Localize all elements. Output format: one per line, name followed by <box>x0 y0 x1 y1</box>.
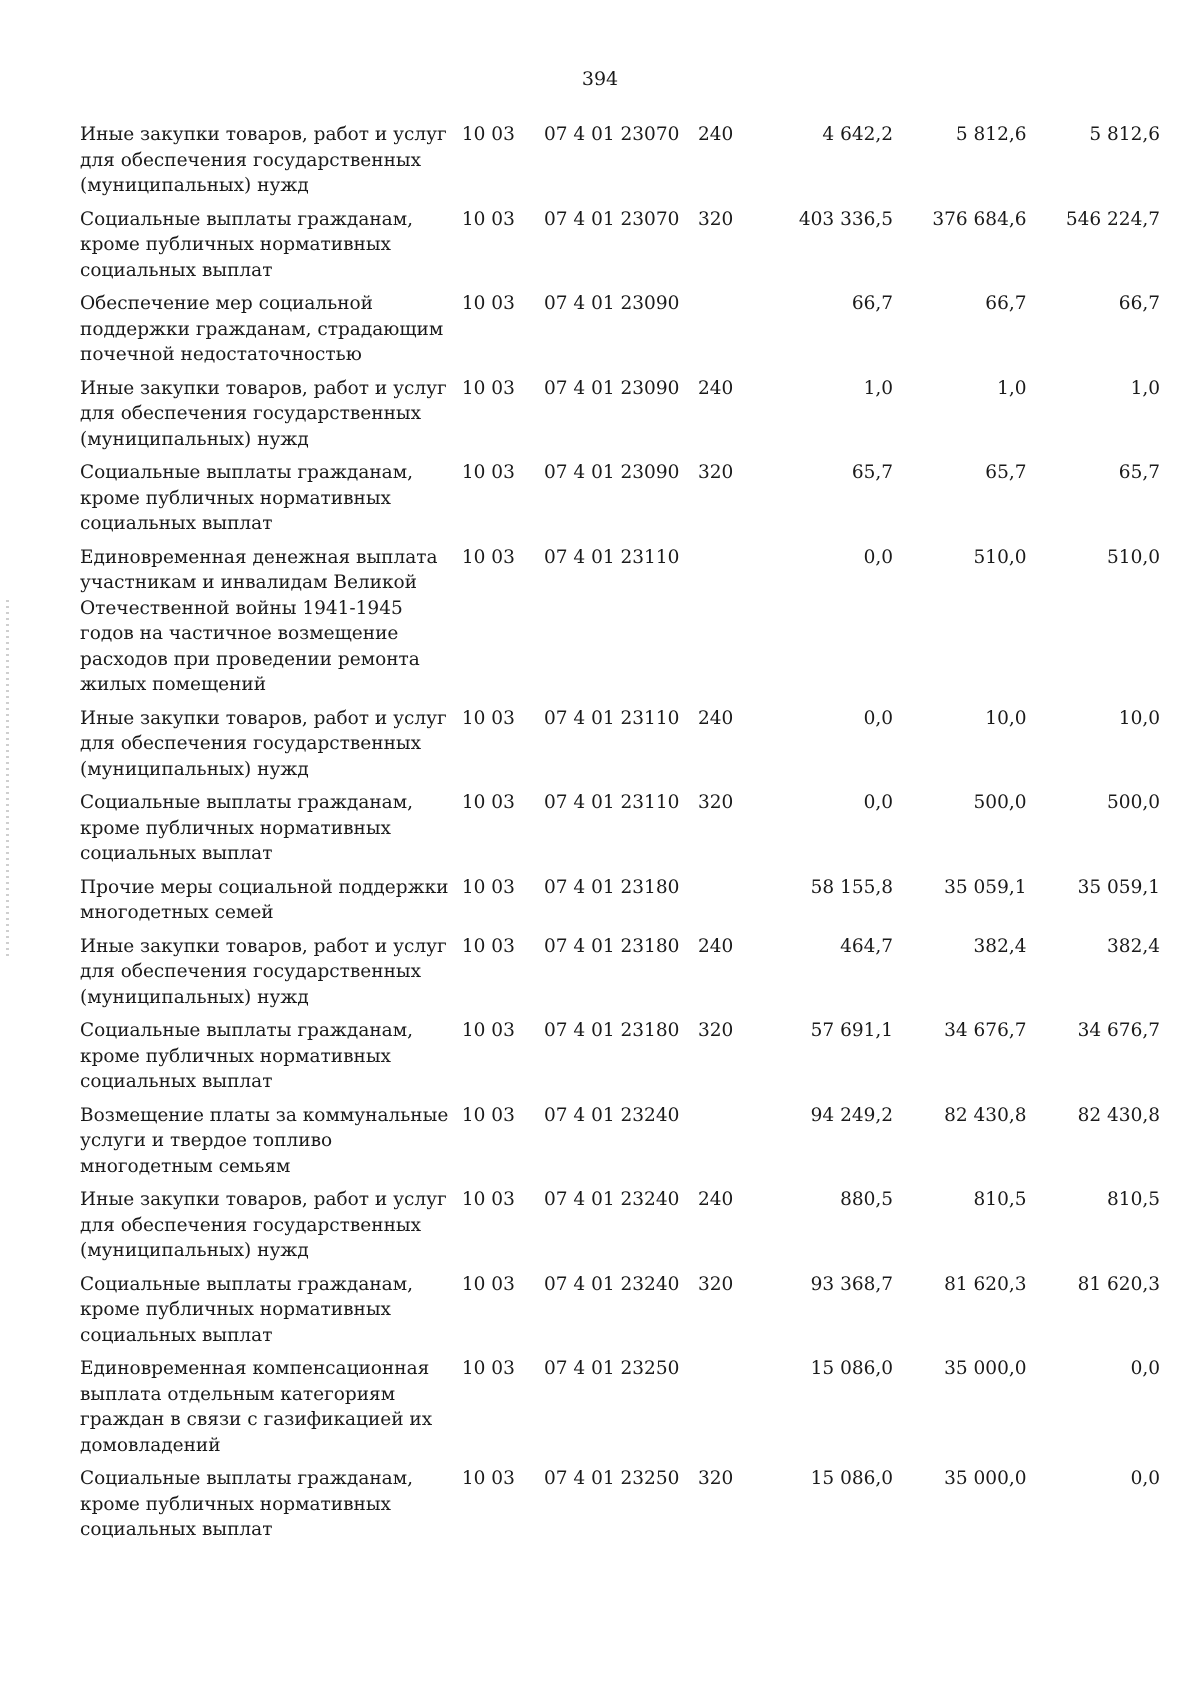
amount-year-2: 1,0 <box>997 377 1027 399</box>
amount-year-2: 65,7 <box>985 462 1027 483</box>
amount-year-1: 464,7 <box>840 935 894 957</box>
amount-year-1: 58 155,8 <box>810 876 894 898</box>
table-row <box>80 122 1160 207</box>
amount-year-3: 382,4 <box>1107 935 1160 957</box>
amount-year-3: 34 676,7 <box>1077 1020 1160 1041</box>
expense-name: Иные закупки товаров, работ и услуг для обеспечения государственных (муниципальных) нужд <box>80 377 447 450</box>
target-article-code: 07 4 01 23250 <box>544 1468 680 1489</box>
amount-year-3: 546 224,7 <box>1065 208 1160 230</box>
target-article-code: 07 4 01 23180 <box>544 935 680 957</box>
expense-name: Возмещение платы за коммунальные услуги и твердое топливо многодетным семьям <box>80 1104 449 1177</box>
amount-year-1: 57 691,1 <box>810 1020 894 1041</box>
expense-name: Иные закупки товаров, работ и услуг для обеспечения государственных (муниципальных) нужд <box>80 1189 447 1261</box>
section-code: 10 03 <box>461 124 515 145</box>
amount-year-2: 35 000,0 <box>944 1468 1027 1489</box>
amount-year-2: 5 812,6 <box>955 124 1027 145</box>
amount-year-1: 4 642,2 <box>822 124 894 145</box>
target-article-code: 07 4 01 23070 <box>544 124 680 145</box>
table-row <box>80 1356 1160 1466</box>
table-row <box>80 790 1160 875</box>
amount-year-2: 10,0 <box>985 707 1027 729</box>
target-article-code: 07 4 01 23070 <box>544 208 680 230</box>
amount-year-1: 403 336,5 <box>798 208 894 230</box>
amount-year-2: 810,5 <box>973 1189 1027 1210</box>
section-code: 10 03 <box>461 546 515 568</box>
expense-type-code <box>698 1103 760 1188</box>
amount-year-2: 34 676,7 <box>944 1020 1027 1041</box>
amount-year-3: 0,0 <box>1130 1358 1160 1379</box>
expense-type-code: 240 <box>698 707 734 729</box>
amount-year-3: 810,5 <box>1107 1189 1160 1210</box>
target-article-code: 07 4 01 23110 <box>544 707 680 729</box>
expense-name: Обеспечение мер социальной поддержки гражданам, страдающим почечной недостаточностью <box>80 293 444 365</box>
expense-name: Единовременная компенсационная выплата отдельным категориям граждан в связи с газификацией их домовладений <box>80 1358 433 1456</box>
amount-year-2: 35 000,0 <box>944 1358 1027 1379</box>
expense-name: Прочие меры социальной поддержки многодетных семей <box>80 876 449 923</box>
expense-type-code <box>698 291 760 376</box>
amount-year-1: 15 086,0 <box>810 1468 894 1489</box>
section-code: 10 03 <box>461 1468 515 1489</box>
table-row <box>80 934 1160 1019</box>
amount-year-3: 10,0 <box>1118 707 1160 729</box>
section-code: 10 03 <box>461 293 515 314</box>
expense-type-code: 240 <box>698 124 734 145</box>
amount-year-1: 65,7 <box>851 462 894 483</box>
section-code: 10 03 <box>461 1189 515 1210</box>
target-article-code: 07 4 01 23240 <box>544 1273 680 1295</box>
amount-year-3: 0,0 <box>1130 1468 1160 1489</box>
table-row <box>80 1466 1160 1551</box>
target-article-code: 07 4 01 23180 <box>544 1020 680 1041</box>
expense-type-code <box>698 545 760 706</box>
amount-year-1: 0,0 <box>863 546 894 568</box>
section-code: 10 03 <box>461 935 515 957</box>
table-row <box>80 875 1160 934</box>
section-code: 10 03 <box>461 208 515 230</box>
amount-year-1: 94 249,2 <box>810 1104 894 1126</box>
section-code: 10 03 <box>461 1104 515 1126</box>
expense-name: Иные закупки товаров, работ и услуг для обеспечения государственных (муниципальных) нужд <box>80 935 447 1008</box>
amount-year-2: 382,4 <box>973 935 1027 957</box>
section-code: 10 03 <box>461 462 515 483</box>
expense-type-code: 320 <box>698 1020 734 1041</box>
expense-name: Иные закупки товаров, работ и услуг для обеспечения государственных (муниципальных) нужд <box>80 124 447 196</box>
section-code: 10 03 <box>461 876 515 898</box>
expense-type-code: 320 <box>698 208 734 230</box>
amount-year-2: 82 430,8 <box>944 1104 1027 1126</box>
expense-name: Социальные выплаты гражданам, кроме публичных нормативных социальных выплат <box>80 208 413 281</box>
amount-year-1: 15 086,0 <box>810 1358 894 1379</box>
amount-year-1: 1,0 <box>863 377 894 399</box>
amount-year-3: 5 812,6 <box>1089 124 1160 145</box>
table-row <box>80 545 1160 706</box>
expense-name: Социальные выплаты гражданам, кроме публичных нормативных социальных выплат <box>80 1273 413 1346</box>
page-number: 394 <box>581 68 619 90</box>
amount-year-2: 376 684,6 <box>932 208 1027 230</box>
target-article-code: 07 4 01 23090 <box>544 462 680 483</box>
amount-year-2: 500,0 <box>973 792 1027 813</box>
amount-year-3: 35 059,1 <box>1077 876 1160 898</box>
table-row <box>80 1018 1160 1103</box>
expense-type-code: 240 <box>698 1189 734 1210</box>
amount-year-1: 93 368,7 <box>810 1273 894 1295</box>
section-code: 10 03 <box>461 792 515 813</box>
target-article-code: 07 4 01 23090 <box>544 377 680 399</box>
target-article-code: 07 4 01 23250 <box>544 1358 680 1379</box>
expense-name: Единовременная денежная выплата участникам и инвалидам Великой Отечественной войны 1941-1945 годов на частичное возмещение расходов при проведении ремонта жилых помещений <box>80 546 438 695</box>
table-body <box>80 122 1160 1551</box>
target-article-code: 07 4 01 23180 <box>544 876 680 898</box>
amount-year-3: 81 620,3 <box>1077 1273 1160 1295</box>
target-article-code: 07 4 01 23110 <box>544 792 680 813</box>
amount-year-2: 66,7 <box>985 293 1027 314</box>
table-row <box>80 460 1160 545</box>
expense-name: Социальные выплаты гражданам, кроме публичных нормативных социальных выплат <box>80 792 413 864</box>
amount-year-3: 510,0 <box>1107 546 1160 568</box>
section-code: 10 03 <box>461 377 515 399</box>
section-code: 10 03 <box>461 707 515 729</box>
expense-name: Социальные выплаты гражданам, кроме публичных нормативных социальных выплат <box>80 1468 413 1540</box>
target-article-code: 07 4 01 23240 <box>544 1104 680 1126</box>
target-article-code: 07 4 01 23240 <box>544 1189 680 1210</box>
amount-year-2: 510,0 <box>973 546 1027 568</box>
section-code: 10 03 <box>461 1358 515 1379</box>
amount-year-3: 1,0 <box>1130 377 1160 399</box>
amount-year-1: 66,7 <box>851 293 894 314</box>
expense-type-code: 240 <box>698 377 734 399</box>
table-row <box>80 1272 1160 1357</box>
amount-year-3: 65,7 <box>1118 462 1160 483</box>
expense-type-code: 320 <box>698 1468 734 1489</box>
expense-type-code: 240 <box>698 935 734 957</box>
budget-table <box>80 122 1160 1551</box>
amount-year-3: 82 430,8 <box>1077 1104 1160 1126</box>
expense-type-code <box>698 1356 760 1466</box>
target-article-code: 07 4 01 23090 <box>544 293 680 314</box>
table-row <box>80 706 1160 791</box>
target-article-code: 07 4 01 23110 <box>544 546 680 568</box>
amount-year-1: 880,5 <box>840 1189 894 1210</box>
expense-name: Социальные выплаты гражданам, кроме публичных нормативных социальных выплат <box>80 1020 413 1092</box>
scan-margin-marks <box>6 600 9 960</box>
expense-type-code: 320 <box>698 462 734 483</box>
amount-year-3: 500,0 <box>1107 792 1160 813</box>
amount-year-2: 35 059,1 <box>944 876 1027 898</box>
amount-year-3: 66,7 <box>1118 293 1160 314</box>
table-row <box>80 376 1160 461</box>
table-row <box>80 1103 1160 1188</box>
amount-year-2: 81 620,3 <box>944 1273 1027 1295</box>
amount-year-1: 0,0 <box>863 792 894 813</box>
section-code: 10 03 <box>461 1273 515 1295</box>
expense-type-code: 320 <box>698 1273 734 1295</box>
expense-name: Иные закупки товаров, работ и услуг для обеспечения государственных (муниципальных) нужд <box>80 707 447 780</box>
expense-type-code <box>698 875 760 934</box>
table-row <box>80 207 1160 292</box>
expense-name: Социальные выплаты гражданам, кроме публичных нормативных социальных выплат <box>80 462 413 534</box>
table-row <box>80 291 1160 376</box>
section-code: 10 03 <box>461 1020 515 1041</box>
amount-year-1: 0,0 <box>863 707 894 729</box>
expense-type-code: 320 <box>698 792 734 813</box>
table-row <box>80 1187 1160 1272</box>
